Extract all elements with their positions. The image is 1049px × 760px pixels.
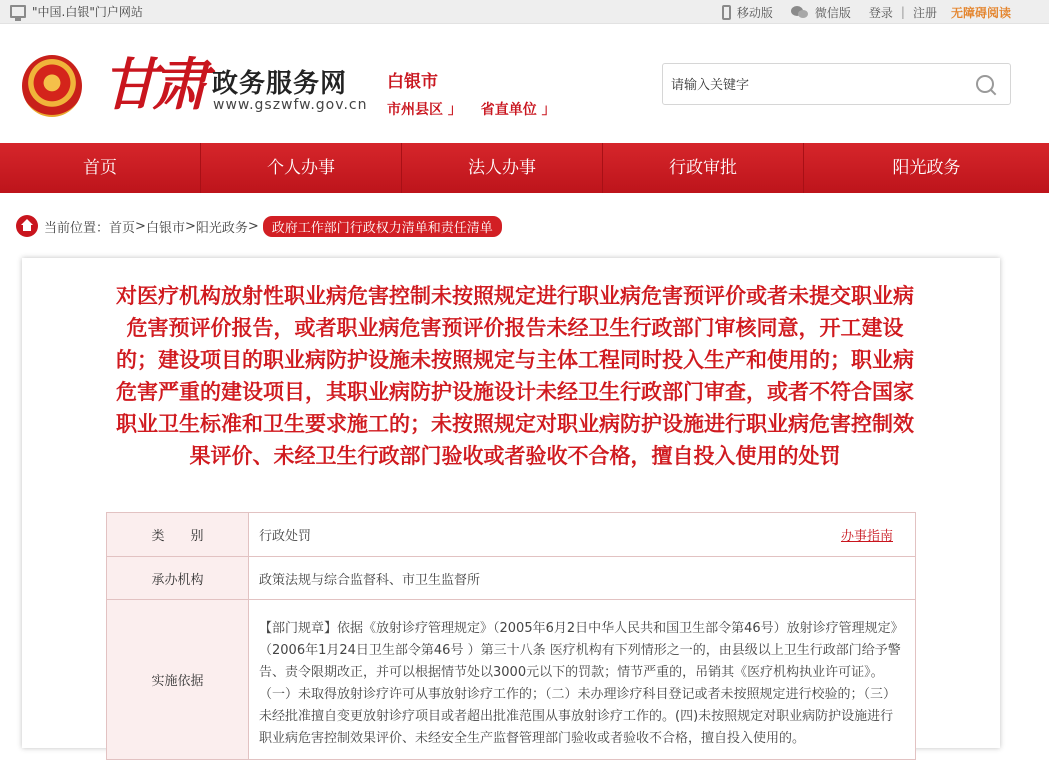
content-panel [22,258,1000,748]
region-links [387,99,570,119]
register-link[interactable]: 注册 [912,5,937,20]
row-value-category [249,513,916,557]
site-url: www.gszwfw.gov.cn [213,97,368,113]
search-input[interactable] [671,73,961,97]
nav-tab-sunshine[interactable]: 阳光政务 [892,158,961,178]
table-row [107,600,916,760]
category-value: 行政处罚 [259,529,312,544]
page-title: 对医疗机构放射性职业病危害控制未按照规定进行职业病危害预评价或者未提交职业病危害预评价报告，或者职业病危害预评价报告未经卫生行政部门审核同意，开工建设的；建设项目的职业病防护设施未按照规定与主体工程同时投入生产和使用的；职业病危害严重的建设项目，其职业病防护设施设计未经卫生行政部门审查，或者不符合国家职业卫生标准和卫生要求施工的；未按照规定对职业病防护设施进行职业病危害控制效果评价、未经卫生行政部门验收或者验收不合格，擅自投入使用的处罚 [116,284,914,468]
top-links [722,0,1049,24]
site-header [0,25,1049,143]
portal-label: "中国.白银"门户网站 [32,5,143,19]
breadcrumb-home[interactable]: 首页 [109,220,136,236]
wechat-version-link[interactable] [791,4,851,21]
computer-icon [10,5,26,18]
login-link[interactable]: 登录 [868,5,893,20]
search-icon[interactable] [974,73,998,97]
nav-tab-approval[interactable]: 行政审批 [603,143,804,193]
breadcrumb-current[interactable]: 政府工作部门行政权力清单和责任清单 [263,216,502,237]
phone-icon [722,5,731,20]
breadcrumb-sep: > [247,218,259,234]
breadcrumb-sep: > [135,218,146,234]
accessible-reading-link[interactable]: 无障碍阅读 [950,5,1011,20]
table-row [107,557,916,600]
row-value-basis: 【部门规章】依据《放射诊疗管理规定》（2005年6月2日中华人民共和国卫生部令第46号）放射诊疗管理规定》（2006年1月24日卫生部令第46号 ）第三十八条 医疗机构有下列情形之一的，由县级以上卫生行政部门给予警告、责令限期改正，并可以根据情节处以3000元以下的罚款；情节严重的，吊销其《医疗机构执业许可证》。（一）未取得放射诊疗许可从事放射诊疗工作的；（二）未办理诊疗科目登记或者未按照规定进行校验的；（三）未经批准擅自变更放射诊疗项目或者超出批准范围从事放射诊疗工作的。(四)未按照规定对职业病防护设施进行职业病危害控制效果评价、未经安全生产监督管理部门验收或者验收不合格，擅自投入使用的。 [249,600,916,760]
nav-tab-legal-person[interactable]: 法人办事 [402,143,603,193]
breadcrumb [16,214,502,238]
top-bar [0,0,1049,24]
service-guide-link[interactable]: 办事指南 [840,529,893,544]
breadcrumb-sep: > [184,218,196,234]
row-value-agency: 政策法规与综合监督科、市卫生监督所 [249,557,916,600]
row-label-basis: 实施依据 [107,600,249,760]
info-table [106,512,916,760]
main-nav [0,143,1049,193]
row-label-category: 类 别 [107,513,249,557]
site-name[interactable]: 政务服务网 [212,69,348,99]
portal-link[interactable] [10,3,143,20]
nav-tab-personal[interactable]: 个人办事 [201,143,402,193]
mobile-version-link[interactable] [722,4,773,21]
home-icon [16,215,38,237]
search-box [662,63,1011,105]
national-emblem-icon [22,55,82,117]
wechat-label: 微信版 [814,5,851,20]
nav-tab-home[interactable]: 首页 [0,143,201,193]
city-county-link[interactable]: 市州县区 」 [387,102,462,118]
provincial-unit-link[interactable]: 省直单位 」 [480,102,556,118]
separator: | [900,5,905,19]
breadcrumb-section[interactable]: 阳光政务 [195,220,248,236]
mobile-label: 移动版 [736,5,773,20]
table-row [107,513,916,557]
region-name: 白银市 [387,72,438,92]
wechat-icon [791,5,809,19]
logo-calligraphy[interactable]: 甘肃 [102,52,202,118]
row-label-agency: 承办机构 [107,557,249,600]
breadcrumb-city[interactable]: 白银市 [145,220,185,236]
breadcrumb-prefix: 当前位置： [44,220,110,236]
